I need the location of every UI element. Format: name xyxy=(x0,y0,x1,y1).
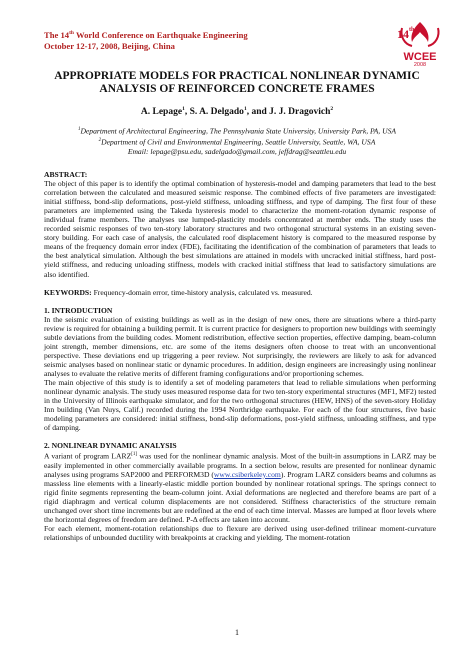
intro-paragraph-1: In the seismic evaluation of existing buildings as well as in the design of new ones, there are situations where a third-party review is required for obtaining a building permit. It is current practice for designers to proportion new buildings with seemingly subtle deviations from the building codes. Moment redistribution, effective section properties, effective damping, beam-column joint strength, member dimensions, etc. are some of the items designers often choose to treat with an unconventional perspective. These deviations end up triggering a peer review. Not surprisingly, the reviewers are likely to ask for advanced seismic analyses based on nonlinear static or dynamic procedures. In addition, design engineers are increasingly using nonlinear analyses to evaluate the relative merits of different framing configurations and/or proportioning schemes. xyxy=(44,314,436,378)
section2-paragraph-2: For each element, moment-rotation relationships due to flexure are derived using user-defined trilinear moment-curvature relationships of unbounded ductility with breakpoints at cracking and yielding. The moment-rotation xyxy=(44,524,436,543)
affiliation-1: $^1$Department of Architectural Engineering, The Pennsylvania State University, University Park, PA, USA xyxy=(77,126,397,136)
intro-paragraph-2: The main objective of this study is to identify a set of modeling parameters that lead to reliable simulations when performing nonlinear dynamic analysis. The study uses measured response data for two ten-story experimental structures (MF1, MF2) tested in the University of Illinois earthquake simulator, and for the two orthogonal structures (HEW, HNS) of the seven-story Holiday Inn building (Van Nuys, Calif.) recorded during the 1994 Northridge earthquake. For each of the four structures, five basic modeling parameters are considered: initial stiffness, bond-slip deformations, post-yield stiffness, unloading stiffness, and type of damping. xyxy=(44,377,436,433)
csiberkeley-link[interactable]: www.csiberkeley.com xyxy=(213,469,281,479)
section2-heading: 2. NONLINEAR DYNAMIC ANALYSIS xyxy=(44,441,177,451)
abstract-text: The object of this paper is to identify the optimal combination of hysteresis-model and damping parameters that lead to the best correlation between the calculated and measured seismic response. The combined effects of five parameters are investigated: initial stiffness, bond-slip deformations, post-yield stiffness, unloading stiffness, and type of damping. The first four of these parameters are implemented using the Takeda hysteresis model to characterize the moment-rotation dynamic response of individual frame members. The analyses use lumped-plasticity models concentrated at member ends. The study uses the recorded seismic responses of two ten-story laboratory structures and two orthogonal structural systems in an existing seven-story building. For each case of analysis, the calculated roof displacement history is compared to the measured response by means of the frequency domain error index (FDE), facilitating the identification of the combination of parameters that leads to the best analytical simulation. Although the best simulations are attained in models with uncracked initial stiffness, hard post-yield stiffness, and reducing unloading stiffness, models with cracked initial stiffness that lead to satisfactory simulations are also identified. xyxy=(44,179,436,279)
affiliation-2: $^2$Department of Civil and Environmental Engineering, Seattle University, Seattle, WA, USA xyxy=(98,137,376,147)
paper-title: APPROPRIATE MODELS FOR PRACTICAL NONLINEAR DYNAMIC ANALYSIS OF REINFORCED CONCRETE FRAMES xyxy=(54,70,420,95)
conference-header xyxy=(44,28,248,52)
intro-heading: 1. INTRODUCTION xyxy=(44,305,113,315)
logo-text: WCEE xyxy=(403,51,437,63)
authors: A. Lepage$^1$, S. A. Delgado$^1$, and J. J. Dragovich$^2$ xyxy=(140,106,334,118)
section2-paragraph-1: A variant of program LARZ[1] was used for the nonlinear dynamic analysis. Most of the built-in assumptions in LARZ may be easily implemented in other commercially available programs. In a section below, results are presented for nonlinear dynamic analyses using programs SAP2000 and PERFORM3D (www.csiberkeley.com). Program LARZ considers beams and columns as massless line elements with a linearly-elastic middle portion bounded by nonlinear rotational springs. The springs connect to rigid finite segments representing the beam-column joint. Axial deformations are neglected and therefore beams are part of a rigid diaphragm and vertical column displacements are not considered. Stiffness characteristics of the structure remain unchanged over short time increments but are redefined at the end of each time interval. Masses are lumped at floor levels where the horizontal degrees of freedom are defined. P-Δ effects are taken into account. xyxy=(44,451,436,525)
logo-year: 2008 xyxy=(413,62,427,66)
email-line: Email: lepage@psu.edu, sadelgado@gmail.com, jeffdrag@seattleu.edu xyxy=(127,147,347,157)
wcee-logo xyxy=(394,20,446,66)
conference-line-2: October 12-17, 2008, Beijing, China xyxy=(44,40,175,51)
logo-sup: th xyxy=(409,27,415,33)
affiliations xyxy=(40,125,434,157)
logo-number: 14 xyxy=(397,27,409,41)
paper-body xyxy=(44,170,436,542)
keywords: KEYWORDS: Frequency-domain error, time-history analysis, calculated vs. measured. xyxy=(44,287,313,297)
page-number: 1 xyxy=(235,628,239,637)
abstract-heading: ABSTRACT: xyxy=(44,170,88,179)
conference-line-1: The 14th World Conference on Earthquake Engineering xyxy=(44,29,248,40)
